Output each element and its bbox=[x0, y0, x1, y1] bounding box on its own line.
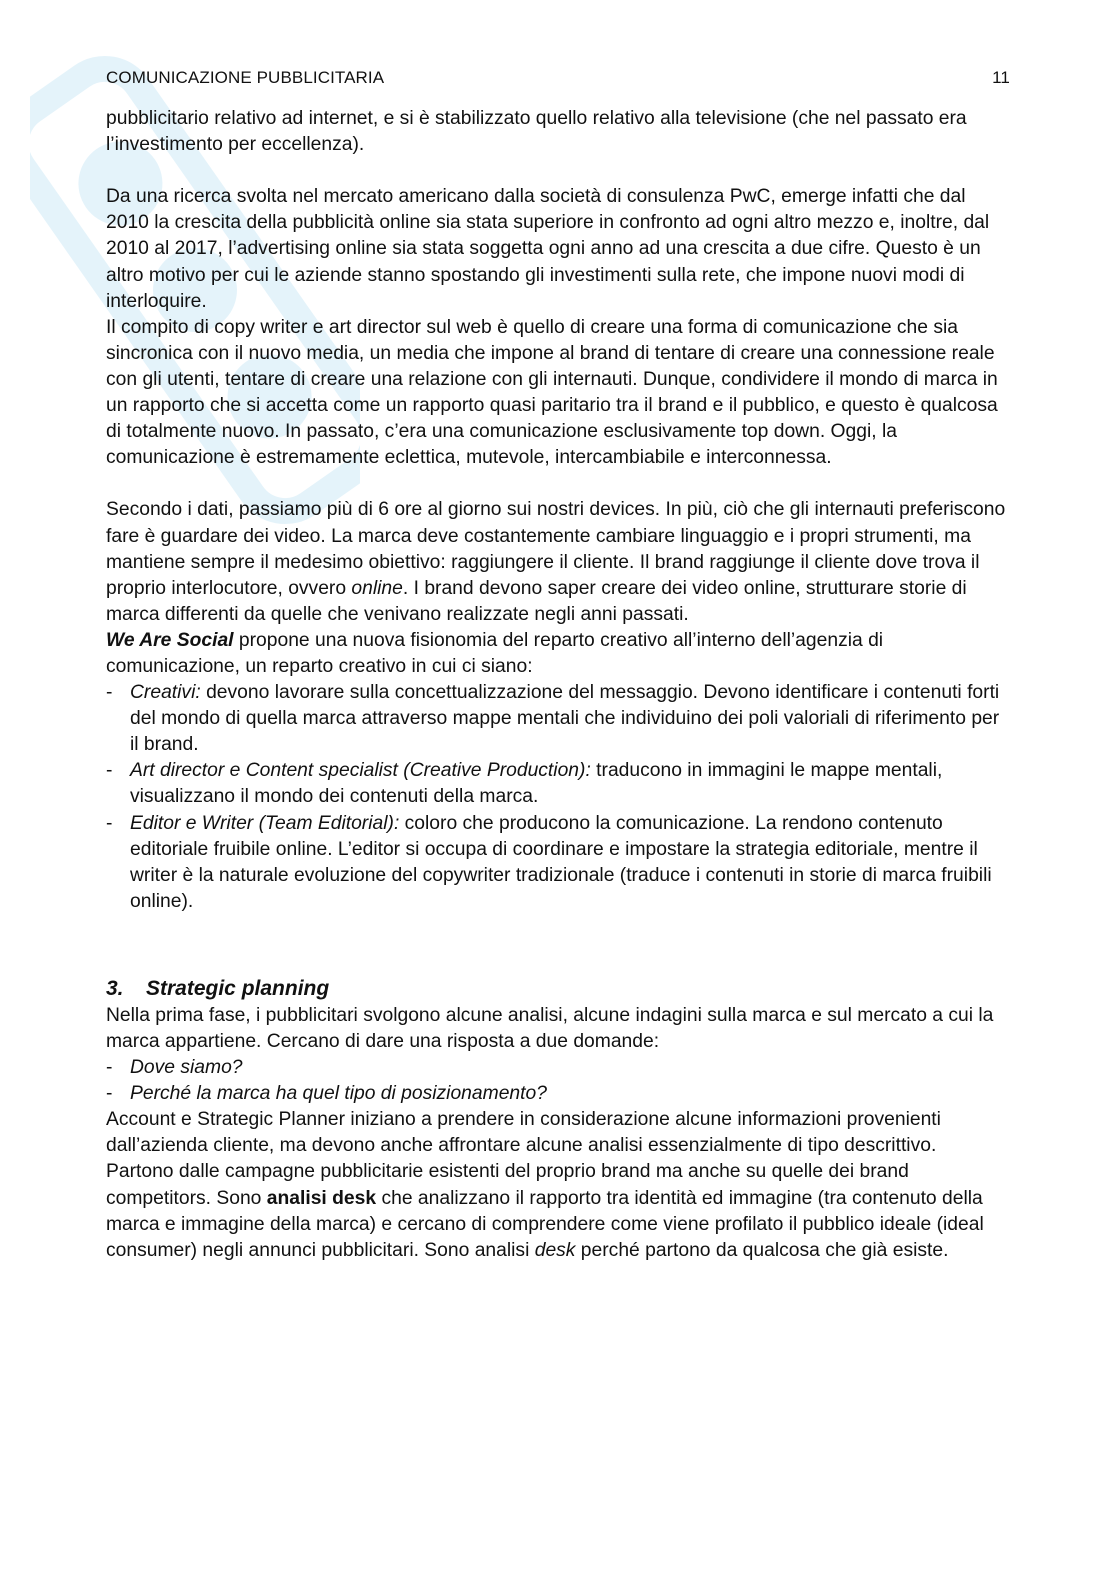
dash-list bbox=[106, 1055, 1006, 1107]
text-segment: Secondo i dati, passiamo più di 6 ore al giorno sui nostri devices. In più, ciò che gli internauti preferiscono fare è guardare dei video. La marca deve costantemente cambiare linguaggio e i propri strumenti, ma mantiene sempre il medesimo obiettivo: raggiungere il cliente. Il brand raggiunge il cliente dove trova il proprio interlocutore, ovvero bbox=[106, 499, 1006, 599]
text-segment: Perché la marca ha quel tipo di posizionamento? bbox=[130, 1083, 547, 1105]
paragraph bbox=[106, 184, 1006, 314]
page-number: 11 bbox=[992, 68, 1010, 87]
text-segment: Da una ricerca svolta nel mercato americano dalla società di consulenza PwC, emerge infatti che dal 2010 la crescita della pubblicità online sia stata superiore in confronto ad ogni altro mezzo e, inoltre, dal 2010 al 2017, l’advertising online sia stata soggetta ogni anno ad una crescita a due cifre. Questo è un altro motivo per cui le aziende stanno spostando gli investimenti sulla rete, che impone nuovi modi di interloquire. bbox=[106, 186, 990, 312]
text-segment: propone una nuova fisionomia del reparto creativo all’interno dell’agenzia di comunicazione, un reparto creativo in cui ci siano: bbox=[106, 629, 884, 677]
dash-list bbox=[106, 680, 1006, 915]
text-segment: Il compito di copy writer e art director sul web è quello di creare una forma di comunicazione che sia sincronica con il nuovo media, un media che impone al brand di tentare di creare una connessione reale con gli utenti, tentare di creare una relazione con gli internauti. Dunque, condividere il mondo di marca in un rapporto che si accetta come un rapporto quasi paritario tra il brand e il pubblico, e questo è qualcosa di totalmente nuovo. In passato, c’era una comunicazione esclusivamente top down. Oggi, la comunicazione è estremamente eclettica, mutevole, intercambiabile e interconnessa. bbox=[106, 316, 998, 469]
text-segment: pubblicitario relativo ad internet, e si è stabilizzato quello relativo alla televisione (che nel passato era l’investimento per eccellenza). bbox=[106, 108, 967, 156]
text-segment: We Are Social bbox=[106, 629, 234, 651]
list-item bbox=[106, 1081, 1006, 1107]
text-segment: online bbox=[351, 577, 403, 599]
text-segment: devono lavorare sulla concettualizzazione del messaggio. Devono identificare i contenuti forti del mondo di quella marca attraverso mappe mentali che individuino dei poli valoriali di riferimento per il brand. bbox=[130, 682, 1000, 756]
paragraph bbox=[106, 497, 1006, 627]
text-segment: Editor e Writer (Team Editorial): bbox=[130, 812, 400, 834]
section-title: Strategic planning bbox=[146, 976, 330, 1000]
text-segment: coloro che producono la comunicazione. La rendono contenuto editoriale fruibile online. L’editor si occupa di coordinare e impostare la strategia editoriale, mentre il writer è la naturale evoluzione del copywriter tradizionale (traduce i contenuti in storie di marca fruibili online). bbox=[130, 812, 992, 912]
list-item bbox=[106, 811, 1006, 915]
paragraph bbox=[106, 1107, 1006, 1264]
list-item bbox=[106, 758, 1006, 810]
spacer bbox=[106, 915, 1006, 975]
text-segment: analisi desk bbox=[266, 1187, 377, 1209]
text-segment: che analizzano il rapporto tra identità ed immagine (tra contenuto della marca e immagine della marca) e cercano di comprendere come viene profilato il pubblico ideale (ideal consumer) negli annunci pubblicitari. Sono analisi bbox=[106, 1187, 984, 1261]
section-heading bbox=[106, 975, 1006, 1003]
paragraph bbox=[106, 106, 1006, 158]
list-item bbox=[106, 1055, 1006, 1081]
text-segment: Account e Strategic Planner iniziano a prendere in considerazione alcune informazioni provenienti dall’azienda cliente, ma devono anche affrontare alcune analisi essenzialmente di tipo descrittivo. Partono dalle campagne pubblicitarie esistenti del proprio brand ma anche su quelle dei brand competitors. Sono bbox=[106, 1109, 941, 1209]
text-segment: traducono in immagini le mappe mentali, visualizzano il mondo dei contenuti della marca. bbox=[130, 760, 943, 808]
paragraph bbox=[106, 315, 1006, 472]
text-segment: Creativi: bbox=[130, 682, 201, 704]
body-text bbox=[106, 106, 1006, 1264]
page-header bbox=[106, 66, 1010, 90]
paragraph bbox=[106, 1003, 1006, 1055]
spacer bbox=[106, 471, 1006, 497]
list-item bbox=[106, 680, 1006, 758]
text-segment: desk bbox=[534, 1239, 576, 1261]
spacer bbox=[106, 158, 1006, 184]
text-segment: . I brand devono saper creare dei video online, strutturare storie di marca differenti da quelle che venivano realizzate negli anni passati. bbox=[106, 577, 967, 625]
paragraph bbox=[106, 628, 1006, 680]
text-segment: Nella prima fase, i pubblicitari svolgono alcune analisi, alcune indagini sulla marca e sul mercato a cui la marca appartiene. Cercano di dare una risposta a due domande: bbox=[106, 1004, 994, 1052]
text-segment: Art director e Content specialist (Creative Production): bbox=[130, 760, 591, 782]
header-title: COMUNICAZIONE PUBBLICITARIA bbox=[106, 68, 385, 87]
text-segment: perché partono da qualcosa che già esiste. bbox=[575, 1239, 949, 1261]
section-number: 3. bbox=[106, 976, 124, 1000]
text-segment: Dove siamo? bbox=[130, 1057, 243, 1079]
